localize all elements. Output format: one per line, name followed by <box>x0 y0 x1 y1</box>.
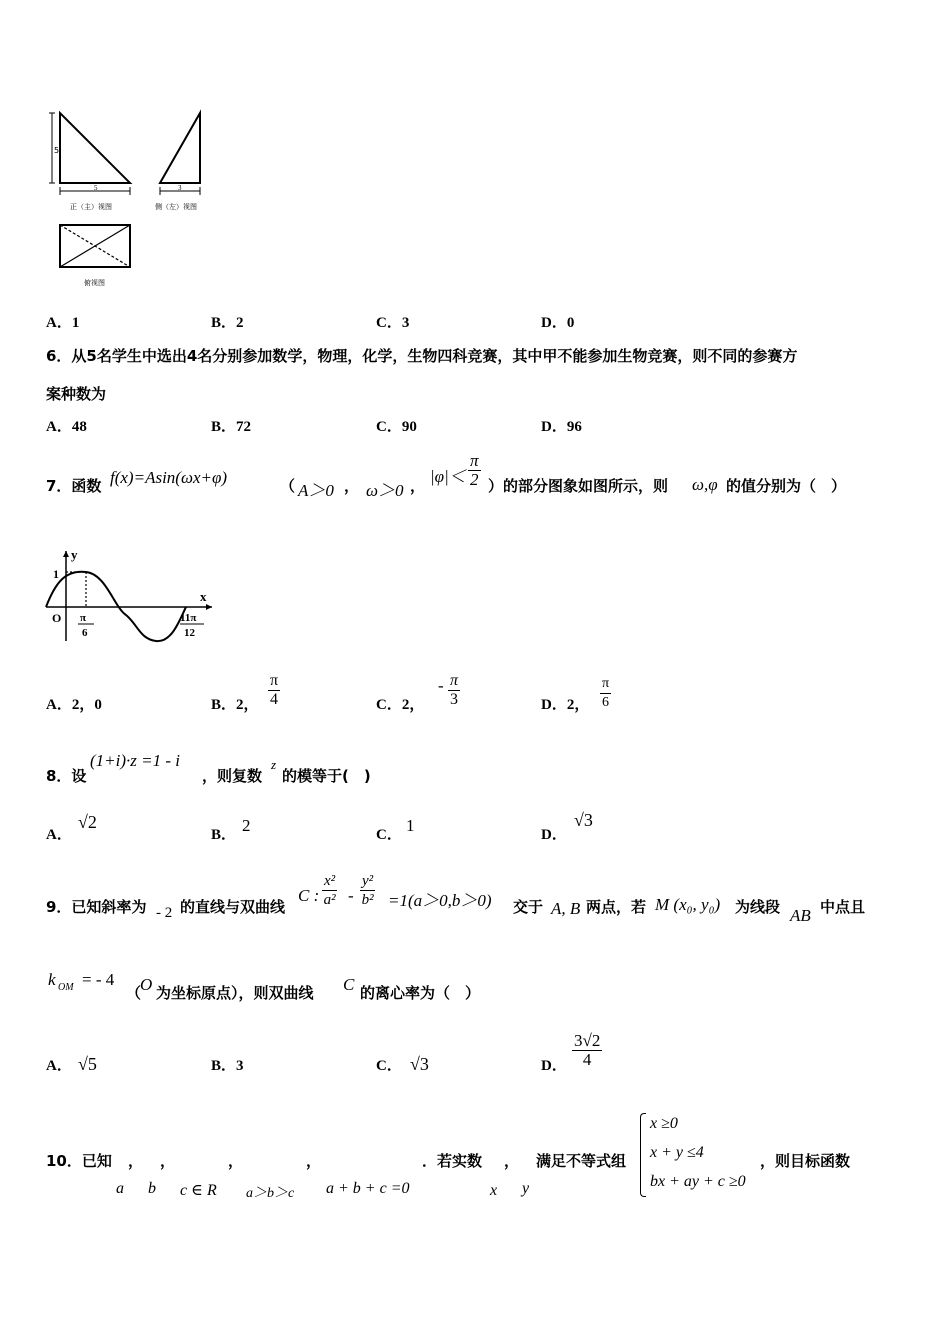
q9-k-sub: OM <box>58 982 74 993</box>
q9-slope: - 2 <box>156 905 173 921</box>
q10-y: y <box>522 1180 530 1197</box>
q10-period: ．若实数 <box>422 1152 483 1170</box>
q7-cond-open: （ <box>280 477 296 495</box>
q8-option-c-value: 1 <box>406 816 415 835</box>
q7-b-den: 4 <box>270 691 279 708</box>
q7-vars: ω,φ <box>692 475 718 494</box>
q9-k: k <box>48 970 56 989</box>
q5-option-d[interactable]: D．0 <box>541 315 575 331</box>
q9-minus: - <box>348 886 354 905</box>
q7-option-c[interactable]: C．2， <box>376 697 425 713</box>
q9-y-fraction <box>360 872 375 909</box>
q7-d-den: 6 <box>602 695 610 710</box>
q10-ineq1: x ≥0 <box>650 1115 678 1132</box>
q8-option-d-value: √3 <box>574 810 593 830</box>
q7-cond-phi: |φ|＜ <box>430 467 466 486</box>
q7-option-c-frac <box>448 672 460 709</box>
q7-suffix2: 的值分别为（ ） <box>726 477 847 495</box>
q9-option-a-value: √5 <box>78 1054 97 1074</box>
q9-curve-c: C : <box>298 886 320 905</box>
q7-six-label: 6 <box>82 627 88 639</box>
q10-c-in-r: c ∈ R <box>180 1182 217 1199</box>
q10-suffix: ，则目标函数 <box>760 1152 851 1170</box>
q6-option-b[interactable]: B．72 <box>211 419 252 435</box>
q10-comma4: ， <box>306 1152 322 1170</box>
front-view-label: 正（主）视图 <box>70 203 112 211</box>
q9-d-den: 4 <box>582 1050 592 1069</box>
q9-line2-c: 的离心率为（ ） <box>360 984 481 1002</box>
q9-option-d-frac <box>572 1032 602 1069</box>
q7-cond-w: ω＞0 <box>366 481 404 500</box>
q7-d-num: π <box>600 675 611 694</box>
q7-suffix: ）的部分图象如图所示，则 <box>488 477 669 495</box>
q10-order: a＞b＞c <box>246 1186 295 1201</box>
q8-option-b[interactable]: B． <box>211 827 237 843</box>
q9-m-point: M (x₀, y₀) <box>655 895 721 914</box>
q7-prefix: 7．函数 <box>46 477 102 495</box>
q9-mid3: 两点，若 <box>586 898 647 916</box>
q7-x-label: x <box>200 589 207 604</box>
q9-points: A, B <box>551 899 581 918</box>
front-view-triangle <box>60 113 130 183</box>
q7-11pi-label: 11π <box>180 612 197 624</box>
q10-b: b <box>148 1180 156 1197</box>
q7-option-b-frac <box>268 672 280 709</box>
q6-text-line2: 案种数为 <box>46 385 107 403</box>
q7-option-b[interactable]: B．2， <box>211 697 259 713</box>
q6-text-line1: 6．从5名学生中选出4名分别参加数学，物理，化学，生物四科竞赛，其中甲不能参加生物竞赛，则不同的参赛方 <box>46 347 798 365</box>
q7-pi-label: π <box>80 612 87 624</box>
q7-cond-a: A＞0 <box>298 481 334 500</box>
q10-comma3: ， <box>228 1152 244 1170</box>
q9-mid4: 为线段 <box>735 898 781 916</box>
q8-option-a-value: √2 <box>78 812 97 832</box>
q7-c-num: π <box>450 672 459 689</box>
q9-c2: C <box>343 975 355 994</box>
side-view-triangle <box>160 113 200 183</box>
q10-x: x <box>490 1182 498 1199</box>
q8-prefix: 8．设 <box>46 767 87 785</box>
q8-option-a[interactable]: A． <box>46 827 72 843</box>
q9-mid2: 交于 <box>513 898 544 916</box>
q8-suffix: 的模等于( ) <box>282 767 371 785</box>
q9-option-b[interactable]: B．3 <box>211 1058 244 1074</box>
q8-mid: ，则复数 <box>202 767 263 785</box>
q9-option-a[interactable]: A． <box>46 1058 72 1074</box>
q9-option-c[interactable]: C． <box>376 1058 402 1074</box>
dim-side-width: 3 <box>178 184 182 192</box>
q7-sep1: ， <box>344 477 360 495</box>
q7-twelve-label: 12 <box>184 627 195 639</box>
q9-a2: a² <box>323 892 336 908</box>
q10-ineq2: x + y ≤4 <box>650 1144 704 1161</box>
q10-mid: 满足不等式组 <box>536 1152 627 1170</box>
q6-option-d[interactable]: D．96 <box>541 419 582 435</box>
q7-c-sign: - <box>438 676 444 695</box>
q7-y-label: y <box>71 547 78 562</box>
q7-origin-label: O <box>52 611 62 625</box>
q7-pi-fraction <box>468 452 481 489</box>
q9-option-c-value: √3 <box>410 1054 429 1074</box>
q7-c-den: 3 <box>450 691 458 708</box>
q9-option-d[interactable]: D． <box>541 1058 567 1074</box>
q9-x2: x² <box>324 873 336 889</box>
q8-option-b-value: 2 <box>242 816 251 835</box>
q10-comma1: ， <box>128 1152 144 1170</box>
q9-b2: b² <box>361 892 374 908</box>
q8-option-d[interactable]: D． <box>541 827 567 843</box>
q7-option-d-frac <box>600 675 611 712</box>
dim-height: 5 <box>54 146 60 155</box>
q7-one-label: 1 <box>53 567 59 581</box>
q10-sum: a + b + c =0 <box>326 1180 410 1197</box>
q9-k-val: = - 4 <box>82 970 115 989</box>
side-view-label: 侧（左）视图 <box>155 203 197 211</box>
q7-option-d[interactable]: D．2， <box>541 697 590 713</box>
q9-x-fraction <box>322 872 337 909</box>
q8-formula: (1+i)·z =1 - i <box>90 751 180 770</box>
three-view-figure <box>40 105 220 290</box>
q7-formula: f(x)=Asin(ωx+φ) <box>110 468 228 487</box>
q10-prefix: 10．已知 <box>46 1152 112 1170</box>
q7-frac-num: π <box>470 451 479 470</box>
q7-frac-den: 2 <box>470 470 479 489</box>
q7-option-a[interactable]: A．2，0 <box>46 697 102 713</box>
q9-d-num: 3√2 <box>574 1031 601 1050</box>
q7-sine-graph <box>40 545 220 645</box>
q8-z: z <box>271 757 277 772</box>
q6-option-c[interactable]: C．90 <box>376 419 417 435</box>
q10-comma2: ， <box>160 1152 176 1170</box>
q9-ab: AB <box>790 906 811 925</box>
q10-a: a <box>116 1180 124 1197</box>
q5-option-a[interactable]: A．1 <box>46 315 80 331</box>
q9-prefix: 9．已知斜率为 <box>46 898 147 916</box>
q9-line2-a: （ <box>126 984 142 1002</box>
q9-y2: y² <box>362 873 374 889</box>
dim-front-width: 5 <box>94 184 98 192</box>
q5-option-b[interactable]: B．2 <box>211 315 244 331</box>
q7-sep2: ， <box>410 477 426 495</box>
q10-system-brace <box>640 1113 646 1197</box>
q9-o: O <box>140 975 153 994</box>
top-view-label: 俯视图 <box>84 279 105 287</box>
q8-option-c[interactable]: C． <box>376 827 402 843</box>
q7-b-num: π <box>270 672 279 689</box>
q10-ineq3: bx + ay + c ≥0 <box>650 1173 746 1190</box>
q9-mid1: 的直线与双曲线 <box>180 898 286 916</box>
q5-option-c[interactable]: C．3 <box>376 315 410 331</box>
q6-option-a[interactable]: A．48 <box>46 419 87 435</box>
q10-comma6: ， <box>504 1152 520 1170</box>
q9-eq-cond: =1(a＞0,b＞0) <box>388 891 492 910</box>
q9-mid5: 中点且 <box>820 898 866 916</box>
q9-line2-b: 为坐标原点），则双曲线 <box>156 984 314 1002</box>
